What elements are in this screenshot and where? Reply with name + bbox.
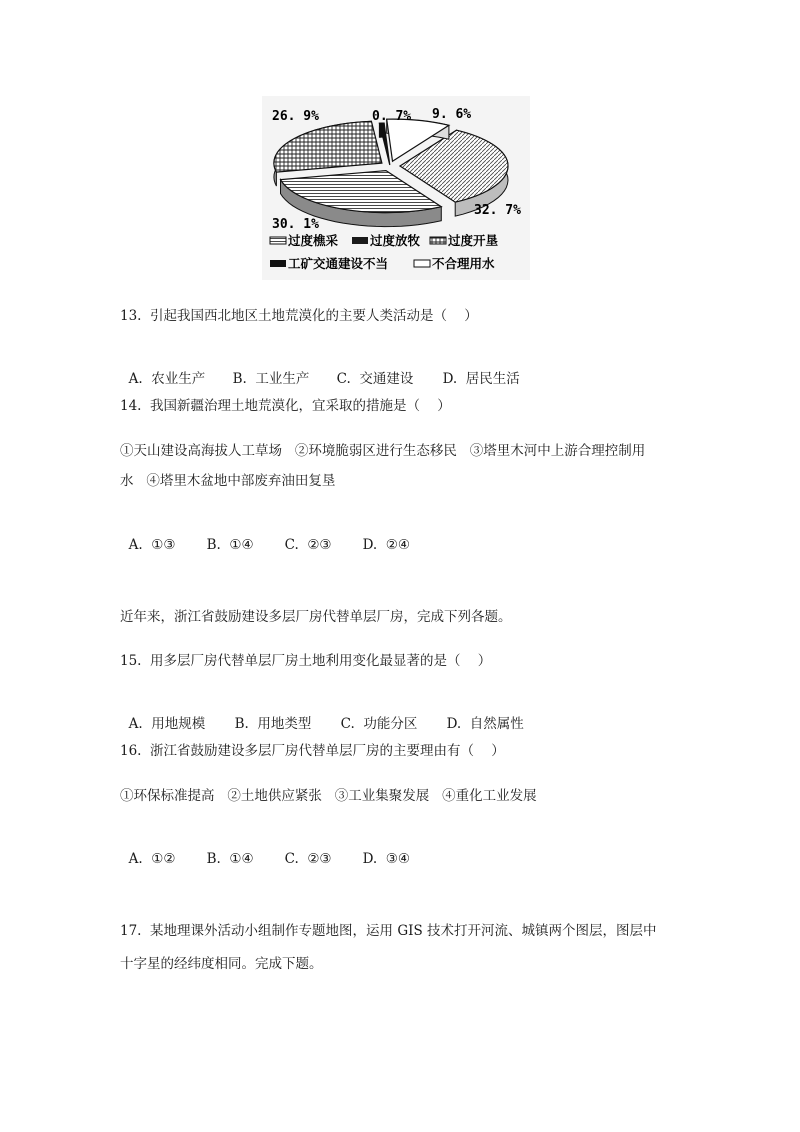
- slice-top-face: [274, 121, 382, 172]
- legend-swatch-white: [414, 260, 430, 267]
- pie-slices: [274, 119, 508, 226]
- option-b[interactable]: B. ①④: [206, 537, 254, 553]
- option-b[interactable]: B. 用地类型: [234, 716, 312, 732]
- label-26-9: 26. 9%: [272, 109, 319, 124]
- legend-swatch-black: [270, 260, 286, 267]
- question-13-stem: 13. 引起我国西北地区土地荒漠化的主要人类活动是（ ）: [120, 308, 478, 324]
- option-c[interactable]: C. ②③: [284, 537, 332, 553]
- legend-swatch-solid: [352, 237, 368, 244]
- option-d[interactable]: D. ②④: [362, 537, 411, 553]
- option-a[interactable]: A. ①③: [128, 537, 176, 553]
- legend-swatch-hline: [270, 237, 286, 244]
- question-14-items-line2: 水 ④塔里木盆地中部废弃油田复垦: [120, 473, 336, 489]
- question-17-stem-line2: 十字星的经纬度相同。完成下题。: [120, 956, 323, 972]
- question-14-items-line1: ①天山建设高海拔人工草场 ②环境脆弱区进行生态移民 ③塔里木河中上游合理控制用: [120, 443, 646, 459]
- desertification-cause-pie-chart: [262, 96, 530, 280]
- question-14-stem: 14. 我国新疆治理土地荒漠化，宜采取的措施是（ ）: [120, 398, 451, 414]
- option-c[interactable]: C. ②③: [284, 851, 332, 867]
- option-a[interactable]: A. ①②: [128, 851, 176, 867]
- option-b[interactable]: B. ①④: [206, 851, 254, 867]
- option-d[interactable]: D. 自然属性: [446, 716, 524, 732]
- question-13-options: [120, 352, 520, 388]
- legend-label: 过度开垦: [448, 233, 499, 248]
- legend-label: 过度樵采: [288, 233, 339, 248]
- option-d[interactable]: D. ③④: [362, 851, 411, 867]
- label-30-1: 30. 1%: [272, 217, 319, 232]
- legend-label: 工矿交通建设不当: [288, 256, 389, 271]
- option-c[interactable]: C. 交通建设: [336, 371, 414, 387]
- legend-item-guoduqiaocai: [270, 233, 339, 248]
- question-14-options: [120, 518, 410, 554]
- question-17-stem-line1: 17. 某地理课外活动小组制作专题地图，运用 GIS 技术打开河流、城镇两个图层，图层中: [120, 923, 657, 939]
- option-b[interactable]: B. 工业生产: [232, 371, 310, 387]
- label-9-6: 9. 6%: [432, 107, 472, 122]
- legend-item-guodufangmu: [352, 233, 421, 248]
- option-d[interactable]: D. 居民生活: [442, 371, 520, 387]
- label-32-7: 32. 7%: [474, 203, 521, 218]
- legend-item-gongkuang: [270, 256, 388, 271]
- pie-chart-svg: [262, 96, 530, 280]
- question-15-stem: 15. 用多层厂房代替单层厂房土地利用变化最显著的是（ ）: [120, 653, 492, 669]
- option-c[interactable]: C. 功能分区: [340, 716, 418, 732]
- legend-label: 不合理用水: [432, 256, 495, 271]
- question-16-options: [120, 832, 410, 868]
- question-16-stem: 16. 浙江省鼓励建设多层厂房代替单层厂房的主要理由有（ ）: [120, 743, 505, 759]
- question-15-options: [120, 697, 524, 733]
- legend: [270, 233, 499, 271]
- label-0-7: 0. 7%: [372, 109, 412, 124]
- question-16-items-line1: ①环保标准提高 ②土地供应紧张 ③工业集聚发展 ④重化工业发展: [120, 788, 537, 804]
- option-a[interactable]: A. 用地规模: [128, 716, 206, 732]
- legend-swatch-cross: [430, 237, 446, 244]
- option-a[interactable]: A. 农业生产: [128, 371, 206, 387]
- legend-item-buheliyongshui: [414, 256, 495, 271]
- legend-label: 过度放牧: [370, 233, 421, 248]
- legend-item-guodukaiken: [430, 233, 499, 248]
- intro-15-16: 近年来，浙江省鼓励建设多层厂房代替单层厂房，完成下列各题。: [120, 609, 512, 625]
